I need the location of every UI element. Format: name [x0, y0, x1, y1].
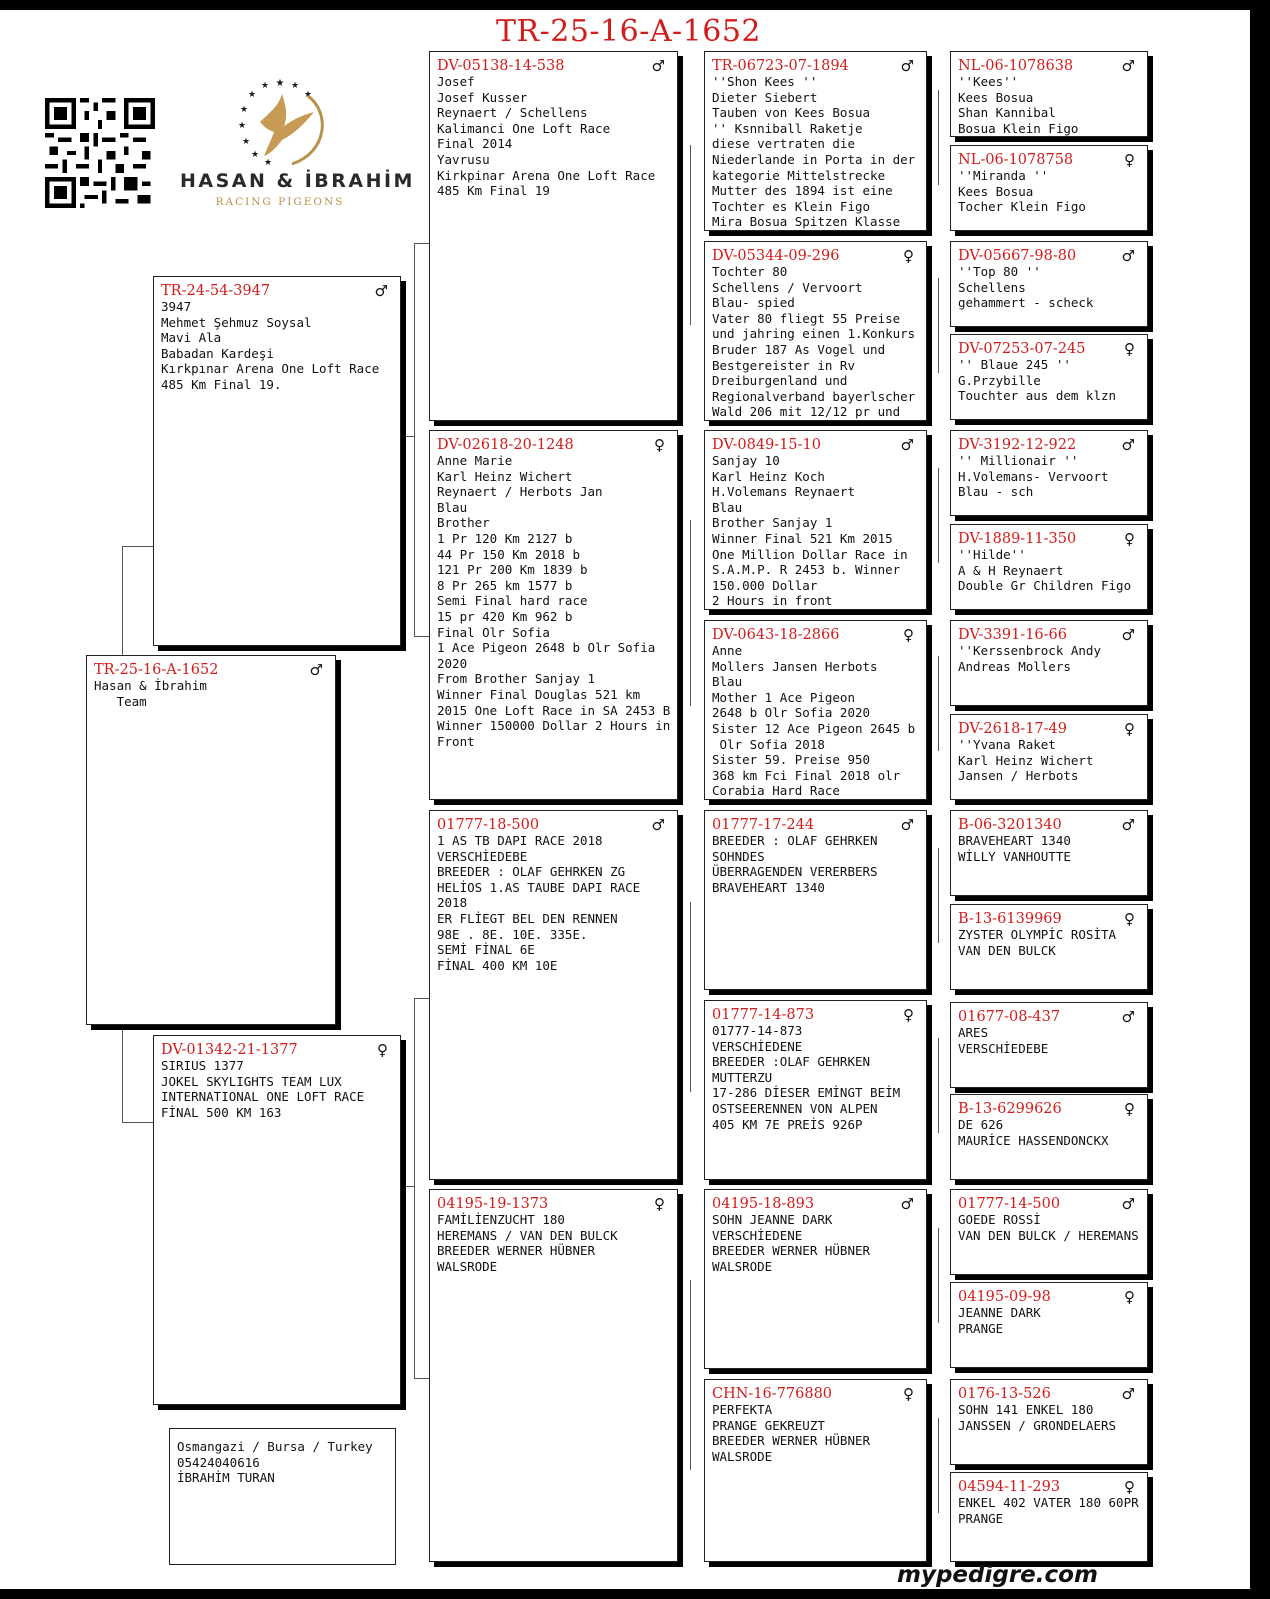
ancestor-card-sds: [704, 430, 927, 610]
ancestor-card-sss: [704, 51, 927, 231]
ancestor-card-dds: [704, 1189, 927, 1369]
ring-number: 04594-11-293: [958, 1479, 1061, 1495]
pigeon-details: SIRIUS 1377 JOKEL SKYLIGHTS TEAM LUX INTERNATIONAL ONE LOFT RACE FİNAL 500 KM 163: [161, 1058, 365, 1120]
pigeon-details: ENKEL 402 VATER 180 60PR PRANGE: [958, 1495, 1139, 1526]
female-symbol-icon: ♀: [1124, 1288, 1135, 1306]
svg-text:★: ★: [250, 150, 260, 160]
pigeon-details: Sanjay 10 Karl Heinz Koch H.Volemans Reynaert Blau Brother Sanjay 1 Winner Final 521 Km 2015 One Million Dollar Race in S.A.M.P. R 2453 b. Winner 150.000 Dollar 2 Hours in front: [712, 453, 908, 609]
male-symbol-icon: ♂: [900, 57, 914, 75]
contact-name: İBRAHİM TURAN: [177, 1470, 275, 1486]
pedigree-title: TR-25-16-A-1652: [496, 14, 762, 49]
ancestor-card-ddd: [704, 1379, 927, 1562]
connector: [690, 145, 691, 325]
female-symbol-icon: ♀: [903, 1385, 914, 1403]
ring-number: 04195-19-1373: [437, 1196, 549, 1212]
male-symbol-icon: ♂: [1121, 626, 1135, 644]
ancestor-card-ssss: [950, 51, 1148, 137]
connector: [938, 468, 939, 563]
svg-text:★: ★: [290, 81, 300, 91]
connector: [414, 998, 415, 1378]
svg-text:★: ★: [247, 90, 257, 100]
ancestor-card-ddss: [950, 1189, 1148, 1275]
contact-address: Osmangazi / Bursa / Turkey: [177, 1439, 373, 1454]
male-symbol-icon: ♂: [1121, 57, 1135, 75]
pigeon-details: Hasan & İbrahim Team: [94, 678, 207, 709]
female-symbol-icon: ♀: [1124, 1100, 1135, 1118]
male-symbol-icon: ♂: [651, 57, 665, 75]
female-symbol-icon: ♀: [1124, 1478, 1135, 1496]
male-symbol-icon: ♂: [1121, 816, 1135, 834]
pigeon-details: 1 AS TB DAPI RACE 2018 VERSCHİEDEBE BREEDER : OLAF GEHRKEN ZG HELİOS 1.AS TAUBE DAPI RACE 2018 ER FLİEGT BEL DEN RENNEN 98E . 8E. 10E. 335E. SEMİ FİNAL 6E FİNAL 400 KM 10E: [437, 833, 641, 973]
connector: [938, 656, 939, 751]
connector: [938, 278, 939, 373]
footer-brand: mypedigre.com: [897, 1562, 1098, 1588]
connector: [938, 1228, 939, 1323]
pigeon-details: 01777-14-873 VERSCHİEDENE BREEDER :OLAF GEHRKEN MUTTERZU 17-286 DİESER EMİNGT BEİM OSTSEERENNEN VON ALPEN 405 KM 7E PREİS 926P: [712, 1023, 901, 1132]
pigeon-details: ''Shon Kees '' Dieter Siebert Tauben von Kees Bosua '' Ksnniball Raketje diese vertraten die Niederlande in Porta in der kategorie Mittelstrecke Mutter des 1894 ist eine Tochter es Klein Figo Mira Bosua Spitzen Klasse: [712, 74, 916, 230]
right-border: [1250, 0, 1270, 1599]
female-symbol-icon: ♀: [654, 1195, 665, 1213]
ring-number: 04195-09-98: [958, 1289, 1051, 1305]
connector: [122, 1122, 154, 1123]
connector: [414, 998, 430, 999]
pigeon-details: '' Millionair '' H.Volemans- Vervoort Blau - sch: [958, 453, 1109, 500]
connector: [400, 436, 414, 437]
pigeon-details: Tochter 80 Schellens / Vervoort Blau- spied Vater 80 fliegt 55 Preise und jahring einen 1.Konkurs Bruder 187 As Vogel und Bestgereister in Rv Dreiburgenland und Regionalverband bayerlscher Wald 206 mit 12/12 pr und: [712, 264, 916, 420]
connector: [938, 848, 939, 943]
male-symbol-icon: ♂: [374, 282, 388, 300]
pigeon-details: ZYSTER OLYMPİC ROSİTA VAN DEN BULCK: [958, 927, 1117, 958]
sire-dam-card: [429, 430, 678, 800]
female-symbol-icon: ♀: [1124, 910, 1135, 928]
contact-box: [169, 1428, 396, 1565]
ring-number: DV-05138-14-538: [437, 58, 565, 74]
male-symbol-icon: ♂: [900, 816, 914, 834]
dam-card: [153, 1035, 401, 1405]
pigeon-details: ARES VERSCHİEDEBE: [958, 1025, 1049, 1056]
ring-number: DV-05344-09-296: [712, 248, 840, 264]
svg-text:★: ★: [237, 121, 247, 131]
ancestor-card-dsdd: [950, 1094, 1148, 1180]
pigeon-details: BREEDER : OLAF GEHRKEN SOHNDES ÜBERRAGENDEN VERERBERS BRAVEHEART 1340: [712, 833, 878, 895]
ancestor-card-sdss: [950, 430, 1148, 516]
dam-sire-card: [429, 810, 678, 1180]
connector: [414, 1378, 430, 1379]
pigeon-details: SOHN JEANNE DARK VERSCHİEDENE BREEDER WERNER HÜBNER WALSRODE: [712, 1212, 871, 1274]
ring-number: TR-24-54-3947: [161, 283, 271, 299]
svg-text:★: ★: [263, 158, 273, 168]
connector: [122, 546, 154, 547]
female-symbol-icon: ♀: [377, 1041, 388, 1059]
ring-number: 01677-08-437: [958, 1009, 1061, 1025]
subject-pigeon-card: [86, 655, 336, 1025]
connector: [690, 902, 691, 1092]
pigeon-details: BRAVEHEART 1340 WİLLY VANHOUTTE: [958, 833, 1071, 864]
male-symbol-icon: ♂: [309, 661, 323, 679]
ancestor-card-dsss: [950, 810, 1148, 896]
male-symbol-icon: ♂: [1121, 1385, 1135, 1403]
female-symbol-icon: ♀: [1124, 530, 1135, 548]
connector: [414, 243, 430, 244]
ancestor-card-ssds: [950, 241, 1148, 327]
pigeon-details: '' Blaue 245 '' G.Przybille Touchter aus dem klzn: [958, 357, 1117, 404]
ring-number: TR-25-16-A-1652: [94, 662, 219, 678]
pigeon-details: ''Yvana Raket Karl Heinz Wichert Jansen / Herbots: [958, 737, 1094, 784]
ring-number: 04195-18-893: [712, 1196, 815, 1212]
svg-text:★: ★: [303, 90, 313, 100]
pigeon-details: ''Hilde'' A & H Reynaert Double Gr Children Figo: [958, 547, 1132, 594]
ancestor-card-ssdd: [950, 334, 1148, 420]
ancestor-card-sdd: [704, 620, 927, 800]
ancestor-card-ddsd: [950, 1282, 1148, 1368]
svg-text:★: ★: [241, 137, 251, 147]
ring-number: DV-3192-12-922: [958, 437, 1077, 453]
pigeon-details: Josef Josef Kusser Reynaert / Schellens Kalimanci One Loft Race Final 2014 Yavrusu Kirkpinar Arena One Loft Race 485 Km Final 19: [437, 74, 656, 199]
ring-number: DV-0849-15-10: [712, 437, 822, 453]
ring-number: DV-2618-17-49: [958, 721, 1068, 737]
male-symbol-icon: ♂: [1121, 1008, 1135, 1026]
svg-text:★: ★: [275, 78, 285, 89]
svg-text:★: ★: [239, 105, 249, 115]
ancestor-card-sddd: [950, 714, 1148, 800]
pigeon-details: 3947 Mehmet Şehmuz Soysal Mavi Ala Babadan Kardeşi Kırkpınar Arena One Loft Race 485 Km Final 19.: [161, 299, 380, 392]
dam-dam-card: [429, 1189, 678, 1562]
connector: [938, 90, 939, 185]
pigeon-details: ''Kees'' Kees Bosua Shan Kannibal Bosua Klein Figo: [958, 74, 1079, 136]
ring-number: DV-0643-18-2866: [712, 627, 840, 643]
ring-number: NL-06-1078758: [958, 152, 1074, 168]
qr-code-icon: [45, 98, 155, 208]
ring-number: 0176-13-526: [958, 1386, 1051, 1402]
ancestor-card-dddd: [950, 1472, 1148, 1562]
ancestor-card-sdsd: [950, 524, 1148, 610]
connector: [690, 520, 691, 706]
ring-number: DV-3391-16-66: [958, 627, 1068, 643]
pigeon-details: ''Kerssenbrock Andy Andreas Mollers: [958, 643, 1101, 674]
female-symbol-icon: ♀: [654, 436, 665, 454]
connector: [414, 636, 430, 637]
ring-number: 01777-14-873: [712, 1007, 815, 1023]
pigeon-details: JEANNE DARK PRANGE: [958, 1305, 1041, 1336]
pigeon-details: ''Top 80 '' Schellens gehammert - scheck: [958, 264, 1094, 311]
ancestor-card-sssd: [950, 145, 1148, 231]
sire-sire-card: [429, 51, 678, 421]
ring-number: 01777-17-244: [712, 817, 815, 833]
pigeon-details: DE 626 MAURİCE HASSENDONCKX: [958, 1117, 1109, 1148]
ring-number: 01777-14-500: [958, 1196, 1061, 1212]
male-symbol-icon: ♂: [651, 816, 665, 834]
ring-number: B-13-6299626: [958, 1101, 1062, 1117]
female-symbol-icon: ♀: [903, 247, 914, 265]
ancestor-card-ddds: [950, 1379, 1148, 1465]
pigeon-details: GOEDE ROSSİ VAN DEN BULCK / HEREMANS: [958, 1212, 1139, 1243]
pigeon-details: ''Miranda '' Kees Bosua Tocher Klein Figo: [958, 168, 1086, 215]
female-symbol-icon: ♀: [1124, 151, 1135, 169]
bottom-border: [0, 1589, 1270, 1599]
female-symbol-icon: ♀: [903, 626, 914, 644]
ancestor-card-ssd: [704, 241, 927, 421]
connector: [400, 1186, 414, 1187]
ring-number: DV-01342-21-1377: [161, 1042, 298, 1058]
male-symbol-icon: ♂: [900, 436, 914, 454]
connector: [414, 243, 415, 636]
ring-number: TR-06723-07-1894: [712, 58, 849, 74]
ancestor-card-dssd: [950, 904, 1148, 990]
svg-text:★: ★: [260, 81, 270, 91]
brand-name: HASAN & İBRAHİM: [180, 170, 415, 192]
female-symbol-icon: ♀: [1124, 720, 1135, 738]
male-symbol-icon: ♂: [1121, 247, 1135, 265]
contact-phone: 05424040616: [177, 1454, 260, 1470]
ring-number: B-06-3201340: [958, 817, 1062, 833]
male-symbol-icon: ♂: [900, 1195, 914, 1213]
sire-card: [153, 276, 401, 646]
ring-number: CHN-16-776880: [712, 1386, 833, 1402]
connector: [690, 1280, 691, 1470]
ring-number: DV-07253-07-245: [958, 341, 1086, 357]
male-symbol-icon: ♂: [1121, 1195, 1135, 1213]
female-symbol-icon: ♀: [903, 1006, 914, 1024]
ancestor-card-dss: [704, 810, 927, 990]
male-symbol-icon: ♂: [1121, 436, 1135, 454]
ring-number: NL-06-1078638: [958, 58, 1074, 74]
ancestor-card-sdds: [950, 620, 1148, 706]
connector: [938, 1038, 939, 1133]
brand-subtitle: RACING PIGEONS: [215, 196, 345, 208]
connector: [938, 1418, 939, 1513]
pigeon-details: PERFEKTA PRANGE GEKREUZT BREEDER WERNER HÜBNER WALSRODE: [712, 1402, 871, 1464]
ring-number: DV-05667-98-80: [958, 248, 1077, 264]
ancestor-card-dsd: [704, 1000, 927, 1180]
female-symbol-icon: ♀: [1124, 340, 1135, 358]
ring-number: B-13-6139969: [958, 911, 1062, 927]
pigeon-details: SOHN 141 ENKEL 180 JANSSEN / GRONDELAERS: [958, 1402, 1117, 1433]
top-border: [0, 0, 1270, 10]
ring-number: DV-1889-11-350: [958, 531, 1077, 547]
ancestor-card-dsds: [950, 1002, 1148, 1088]
ring-number: DV-02618-20-1248: [437, 437, 574, 453]
pigeon-details: Anne Mollers Jansen Herbots Blau Mother 1 Ace Pigeon 2648 b Olr Sofia 2020 Sister 12 Ace Pigeon 2645 b Olr Sofia 2018 Sister 59. Preise 950 368 km Fci Final 2018 olr Corabia Hard Race: [712, 643, 916, 799]
pigeon-details: FAMİLİENZUCHT 180 HEREMANS / VAN DEN BULCK BREEDER WERNER HÜBNER WALSRODE: [437, 1212, 618, 1274]
pigeon-details: Anne Marie Karl Heinz Wichert Reynaert / Herbots Jan Blau Brother 1 Pr 120 Km 2127 b 44 Pr 150 Km 2018 b 121 Pr 200 Km 1839 b 8 Pr 265 km 1577 b Semi Final hard race 15 pr 420 Km 962 b Final Olr Sofia 1 Ace Pigeon 2648 b Olr Sofia 2020 From Brother Sanjay 1 Winner Final Douglas 521 km 2015 One Loft Race in SA 2453 B Winner 150000 Dollar 2 Hours in Front: [437, 453, 671, 749]
ring-number: 01777-18-500: [437, 817, 540, 833]
